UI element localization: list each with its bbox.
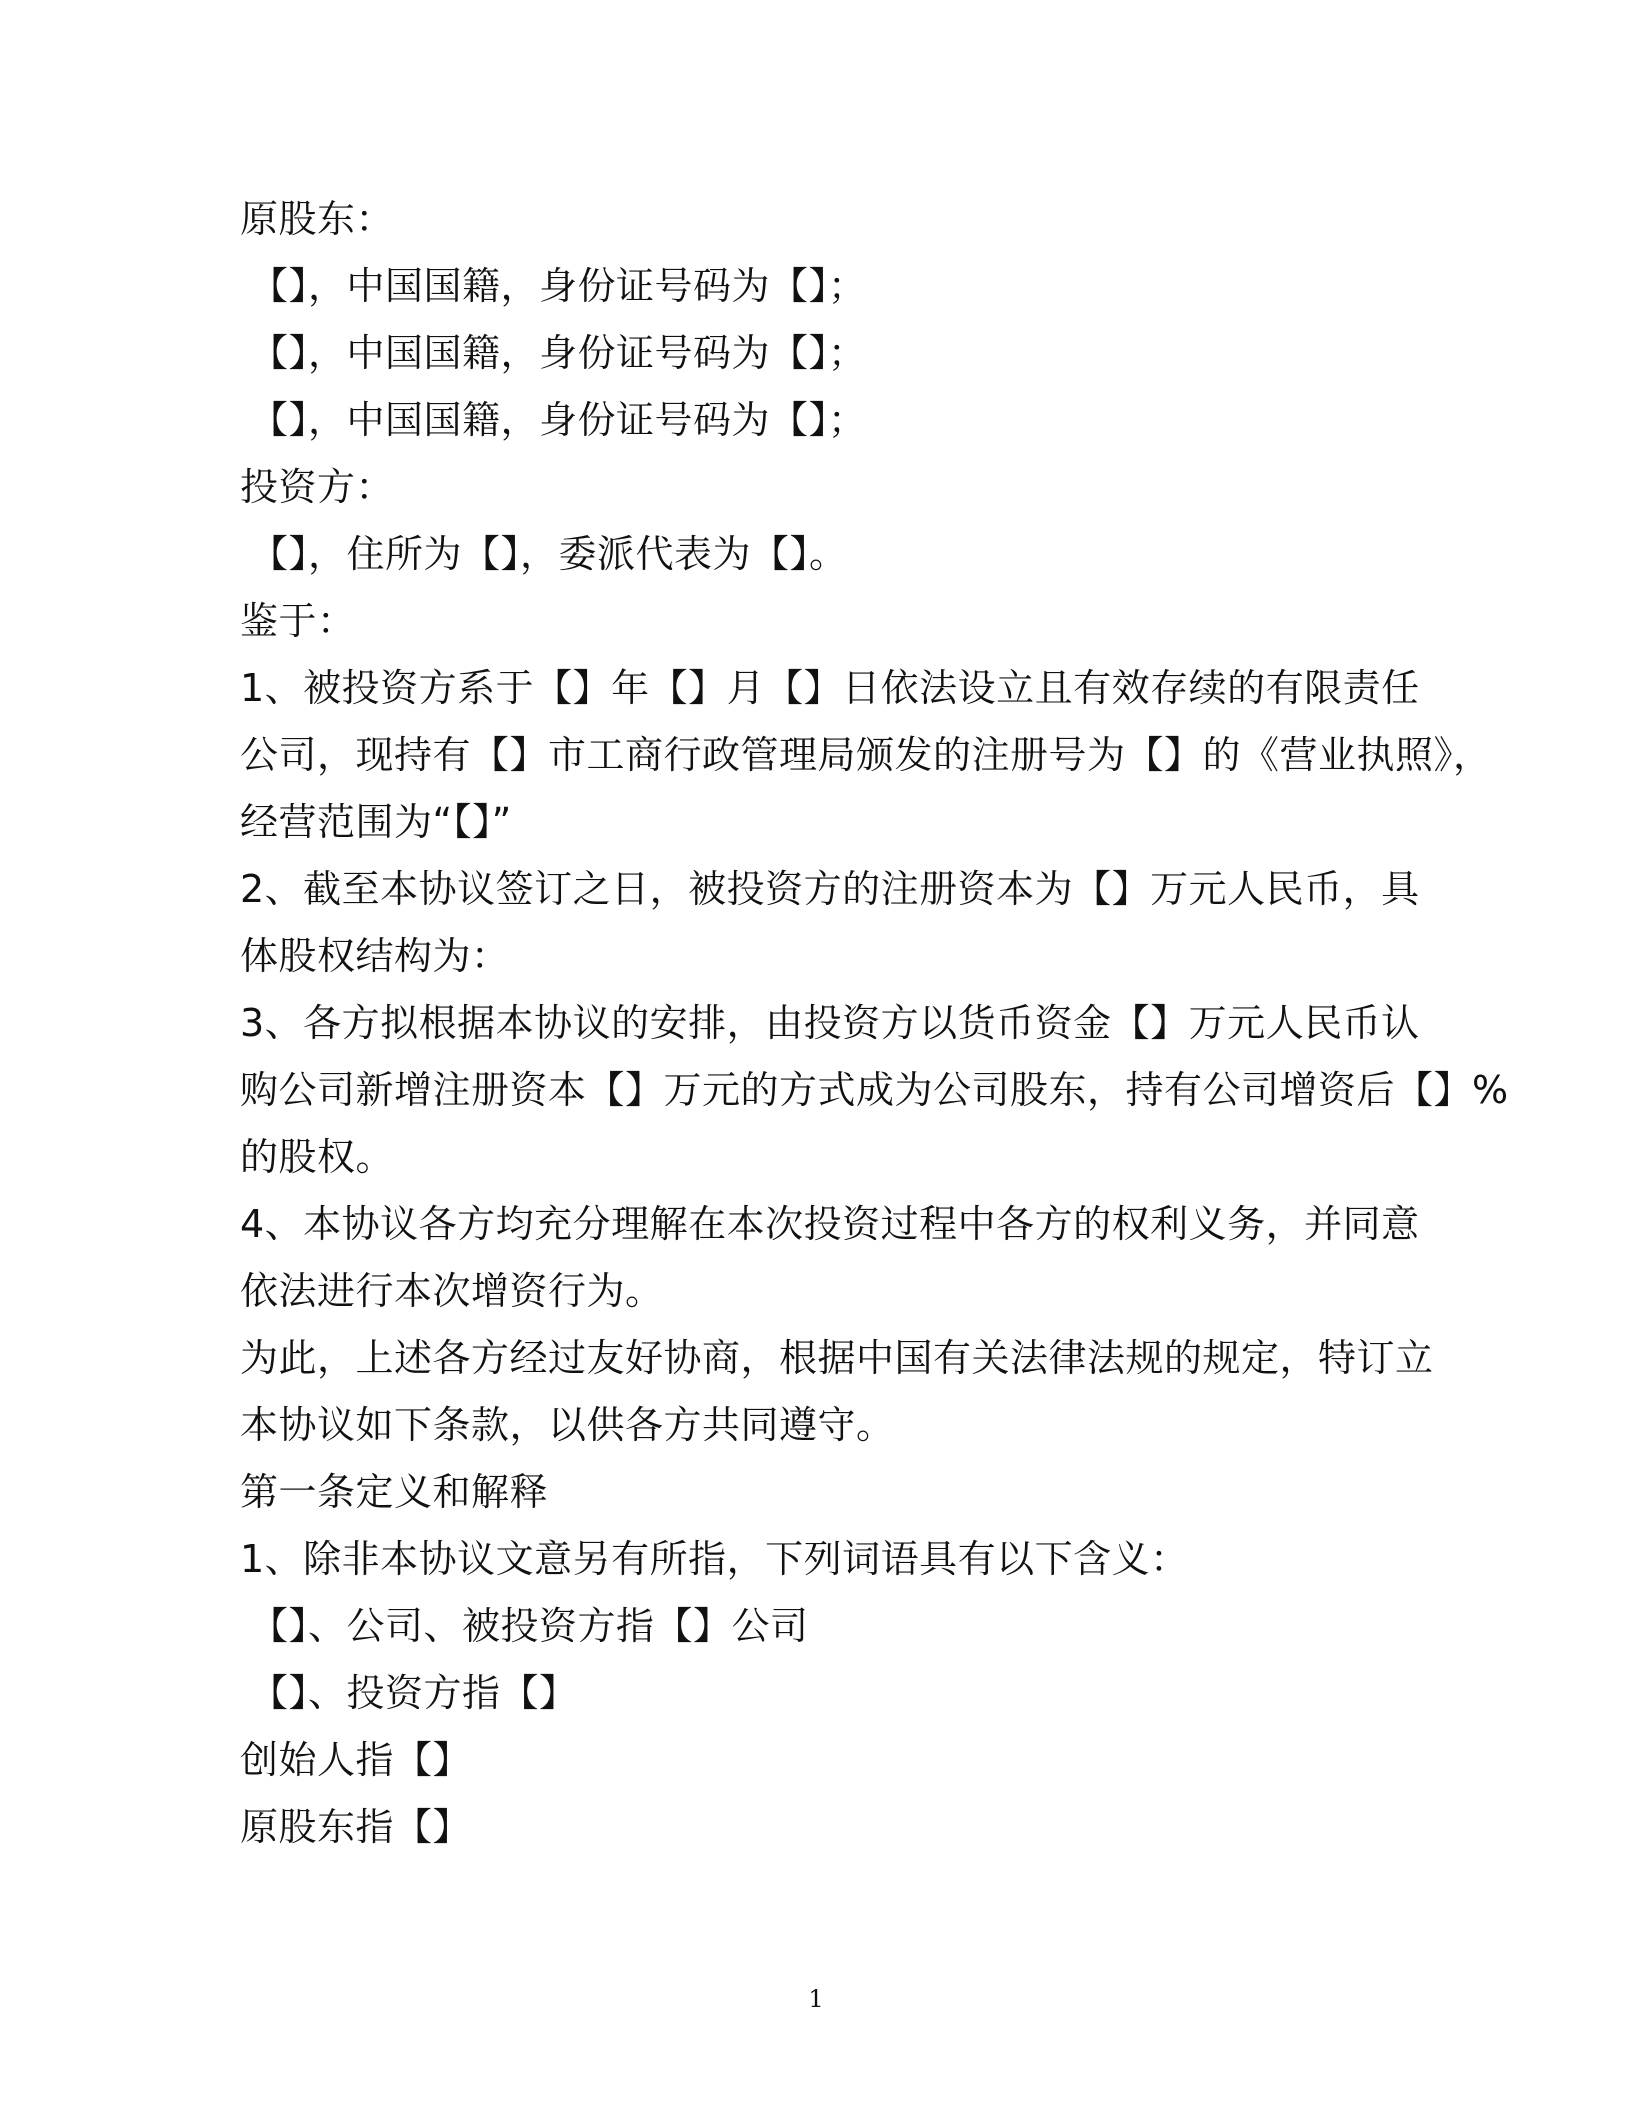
text-line-original-shareholders-heading: 原股东：	[240, 197, 395, 241]
text-line-recital-4b: 依法进行本次增资行为。	[240, 1269, 664, 1313]
text-line-article-1-heading: 第一条定义和解释	[240, 1470, 549, 1514]
page-number: 1	[808, 1985, 824, 2013]
text-line-recital-2a: 2、截至本协议签订之日，被投资方的注册资本为【】万元人民币，具	[240, 867, 1420, 911]
text-line-investor-heading: 投资方：	[240, 465, 395, 509]
text-line-shareholder-3: 【】，中国国籍，身份证号码为【】；	[250, 398, 867, 442]
document-body	[240, 186, 1509, 1861]
text-line-shareholder-1: 【】，中国国籍，身份证号码为【】；	[250, 264, 867, 308]
text-line-recital-3b: 购公司新增注册资本【】万元的方式成为公司股东，持有公司增资后【】%	[240, 1068, 1509, 1112]
text-line-whereas-heading: 鉴于：	[240, 599, 356, 643]
text-line-investor-detail: 【】，住所为【】，委派代表为【】。	[250, 532, 848, 576]
text-line-definition-original-shareholders: 原股东指【】	[240, 1805, 472, 1849]
text-line-recital-3a: 3、各方拟根据本协议的安排，由投资方以货币资金【】万元人民币认	[240, 1001, 1420, 1045]
text-line-definition-company: 【】、公司、被投资方指【】公司	[250, 1604, 809, 1648]
text-line-definition-founder: 创始人指【】	[240, 1738, 472, 1782]
text-line-conclusion-b: 本协议如下条款，以供各方共同遵守。	[240, 1403, 895, 1447]
text-line-definition-investor: 【】、投资方指【】	[250, 1671, 578, 1715]
text-line-recital-4a: 4、本协议各方均充分理解在本次投资过程中各方的权利义务，并同意	[240, 1202, 1420, 1246]
text-line-recital-1c: 经营范围为“【】”	[240, 800, 512, 844]
text-line-recital-3c: 的股权。	[240, 1135, 395, 1179]
text-line-definitions-intro: 1、除非本协议文意另有所指，下列词语具有以下含义：	[240, 1537, 1189, 1581]
text-line-shareholder-2: 【】，中国国籍，身份证号码为【】；	[250, 331, 867, 375]
text-line-conclusion-a: 为此，上述各方经过友好协商，根据中国有关法律法规的规定，特订立	[240, 1336, 1434, 1380]
text-line-recital-2b: 体股权结构为：	[240, 934, 510, 978]
text-line-recital-1a: 1、被投资方系于【】年【】月【】日依法设立且有效存续的有限责任	[240, 666, 1420, 710]
text-line-recital-1b: 公司，现持有【】市工商行政管理局颁发的注册号为【】的《营业执照》，	[240, 733, 1492, 777]
